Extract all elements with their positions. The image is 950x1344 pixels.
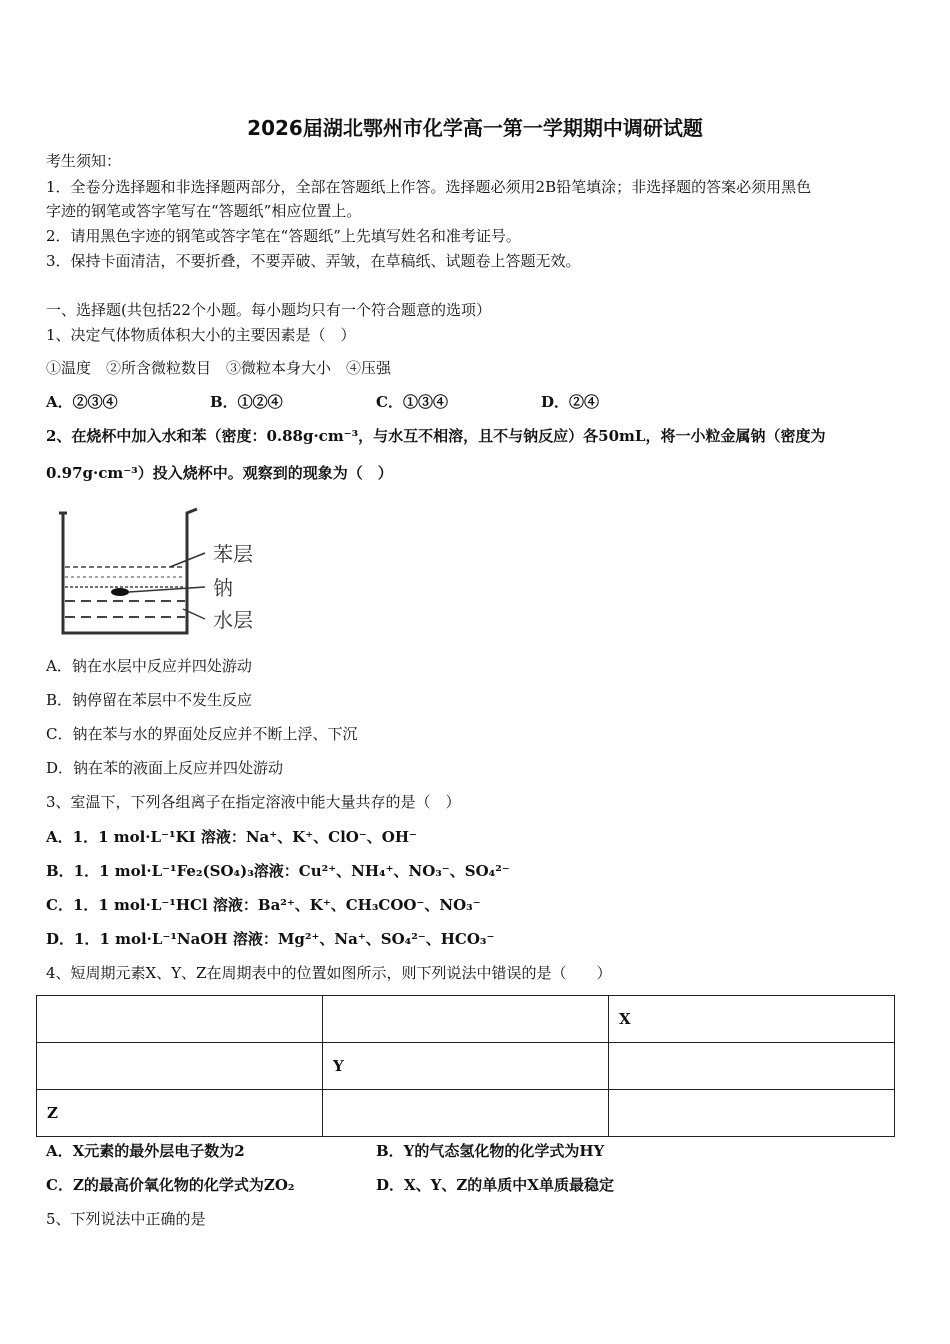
q2-option-c: C．钠在苯与水的界面处反应并不断上浮、下沉 xyxy=(46,725,358,743)
q3-option-d: D．1．1 mol·L⁻¹NaOH 溶液：Mg²⁺、Na⁺、SO₄²⁻、HCO₃⁻ xyxy=(46,930,495,948)
notice-line: 2．请用黑色字迹的钢笔或答字笔在“答题纸”上先填写姓名和准考证号。 xyxy=(46,227,521,245)
label-water: 水层 xyxy=(213,608,253,632)
periodic-table-fragment xyxy=(36,995,895,1137)
q2-option-a: A．钠在水层中反应并四处游动 xyxy=(46,657,252,675)
table-cell: X xyxy=(609,996,895,1043)
question-2-stem-cont: 0.97g·cm⁻³）投入烧杯中。观察到的现象为（ ） xyxy=(46,464,393,482)
notice-heading: 考生须知： xyxy=(46,152,122,170)
q3-option-a: A．1．1 mol·L⁻¹KI 溶液：Na⁺、K⁺、ClO⁻、OH⁻ xyxy=(46,828,417,846)
question-1-stem: 1、决定气体物质体积大小的主要因素是（ ） xyxy=(46,326,356,344)
table-cell xyxy=(37,1043,323,1090)
sodium-piece xyxy=(111,588,129,596)
q1-option-b: B．①②④ xyxy=(210,393,283,411)
q3-option-c: C．1．1 mol·L⁻¹HCl 溶液：Ba²⁺、K⁺、CH₃COO⁻、NO₃⁻ xyxy=(46,896,481,914)
q1-option-d: D．②④ xyxy=(541,393,600,411)
q4-option-c: C．Z的最高价氧化物的化学式为ZO₂ xyxy=(46,1176,295,1194)
table-cell: Y xyxy=(323,1043,609,1090)
beaker-figure xyxy=(55,505,275,640)
q3-option-b: B．1．1 mol·L⁻¹Fe₂(SO₄)₃溶液：Cu²⁺、NH₄⁺、NO₃⁻、SO₄²⁻ xyxy=(46,862,510,880)
q1-option-a: A．②③④ xyxy=(46,393,118,411)
table-row xyxy=(37,996,895,1043)
table-cell xyxy=(323,1090,609,1137)
table-cell: Z xyxy=(37,1090,323,1137)
question-2-stem: 2、在烧杯中加入水和苯（密度：0.88g·cm⁻³，与水互不相溶，且不与钠反应）各50mL，将一小粒金属钠（密度为 xyxy=(46,427,826,445)
question-5-stem: 5、下列说法中正确的是 xyxy=(46,1210,206,1228)
notice-line: 字迹的钢笔或答字笔写在“答题纸”相应位置上。 xyxy=(46,202,362,220)
table-cell xyxy=(37,996,323,1043)
q2-option-d: D．钠在苯的液面上反应并四处游动 xyxy=(46,759,284,777)
table-cell xyxy=(323,996,609,1043)
q1-option-c: C．①③④ xyxy=(376,393,448,411)
question-3-stem: 3、室温下，下列各组离子在指定溶液中能大量共存的是（ ） xyxy=(46,793,461,811)
q4-option-a: A．X元素的最外层电子数为2 xyxy=(46,1142,245,1160)
question-1-items: ①温度 ②所含微粒数目 ③微粒本身大小 ④压强 xyxy=(46,359,392,377)
notice-line: 1．全卷分选择题和非选择题两部分，全部在答题纸上作答。选择题必须用2B铅笔填涂；非选择题的答案必须用黑色 xyxy=(46,178,812,196)
q4-option-b: B．Y的气态氢化物的化学式为HY xyxy=(376,1142,605,1160)
label-benzene: 苯层 xyxy=(213,542,253,566)
section-heading: 一、选择题(共包括22个小题。每小题均只有一个符合题意的选项） xyxy=(46,301,491,319)
table-row xyxy=(37,1043,895,1090)
q2-option-b: B．钠停留在苯层中不发生反应 xyxy=(46,691,253,709)
table-cell xyxy=(609,1090,895,1137)
q4-option-d: D．X、Y、Z的单质中X单质最稳定 xyxy=(376,1176,614,1194)
table-row xyxy=(37,1090,895,1137)
question-4-stem: 4、短周期元素X、Y、Z在周期表中的位置如图所示，则下列说法中错误的是（ ） xyxy=(46,964,612,982)
notice-line: 3．保持卡面清洁，不要折叠，不要弄破、弄皱，在草稿纸、试题卷上答题无效。 xyxy=(46,252,581,270)
table-cell xyxy=(609,1043,895,1090)
beaker-outline xyxy=(63,509,197,633)
page-title: 2026届湖北鄂州市化学高一第一学期期中调研试题 xyxy=(247,116,703,140)
label-sodium: 钠 xyxy=(213,576,233,600)
